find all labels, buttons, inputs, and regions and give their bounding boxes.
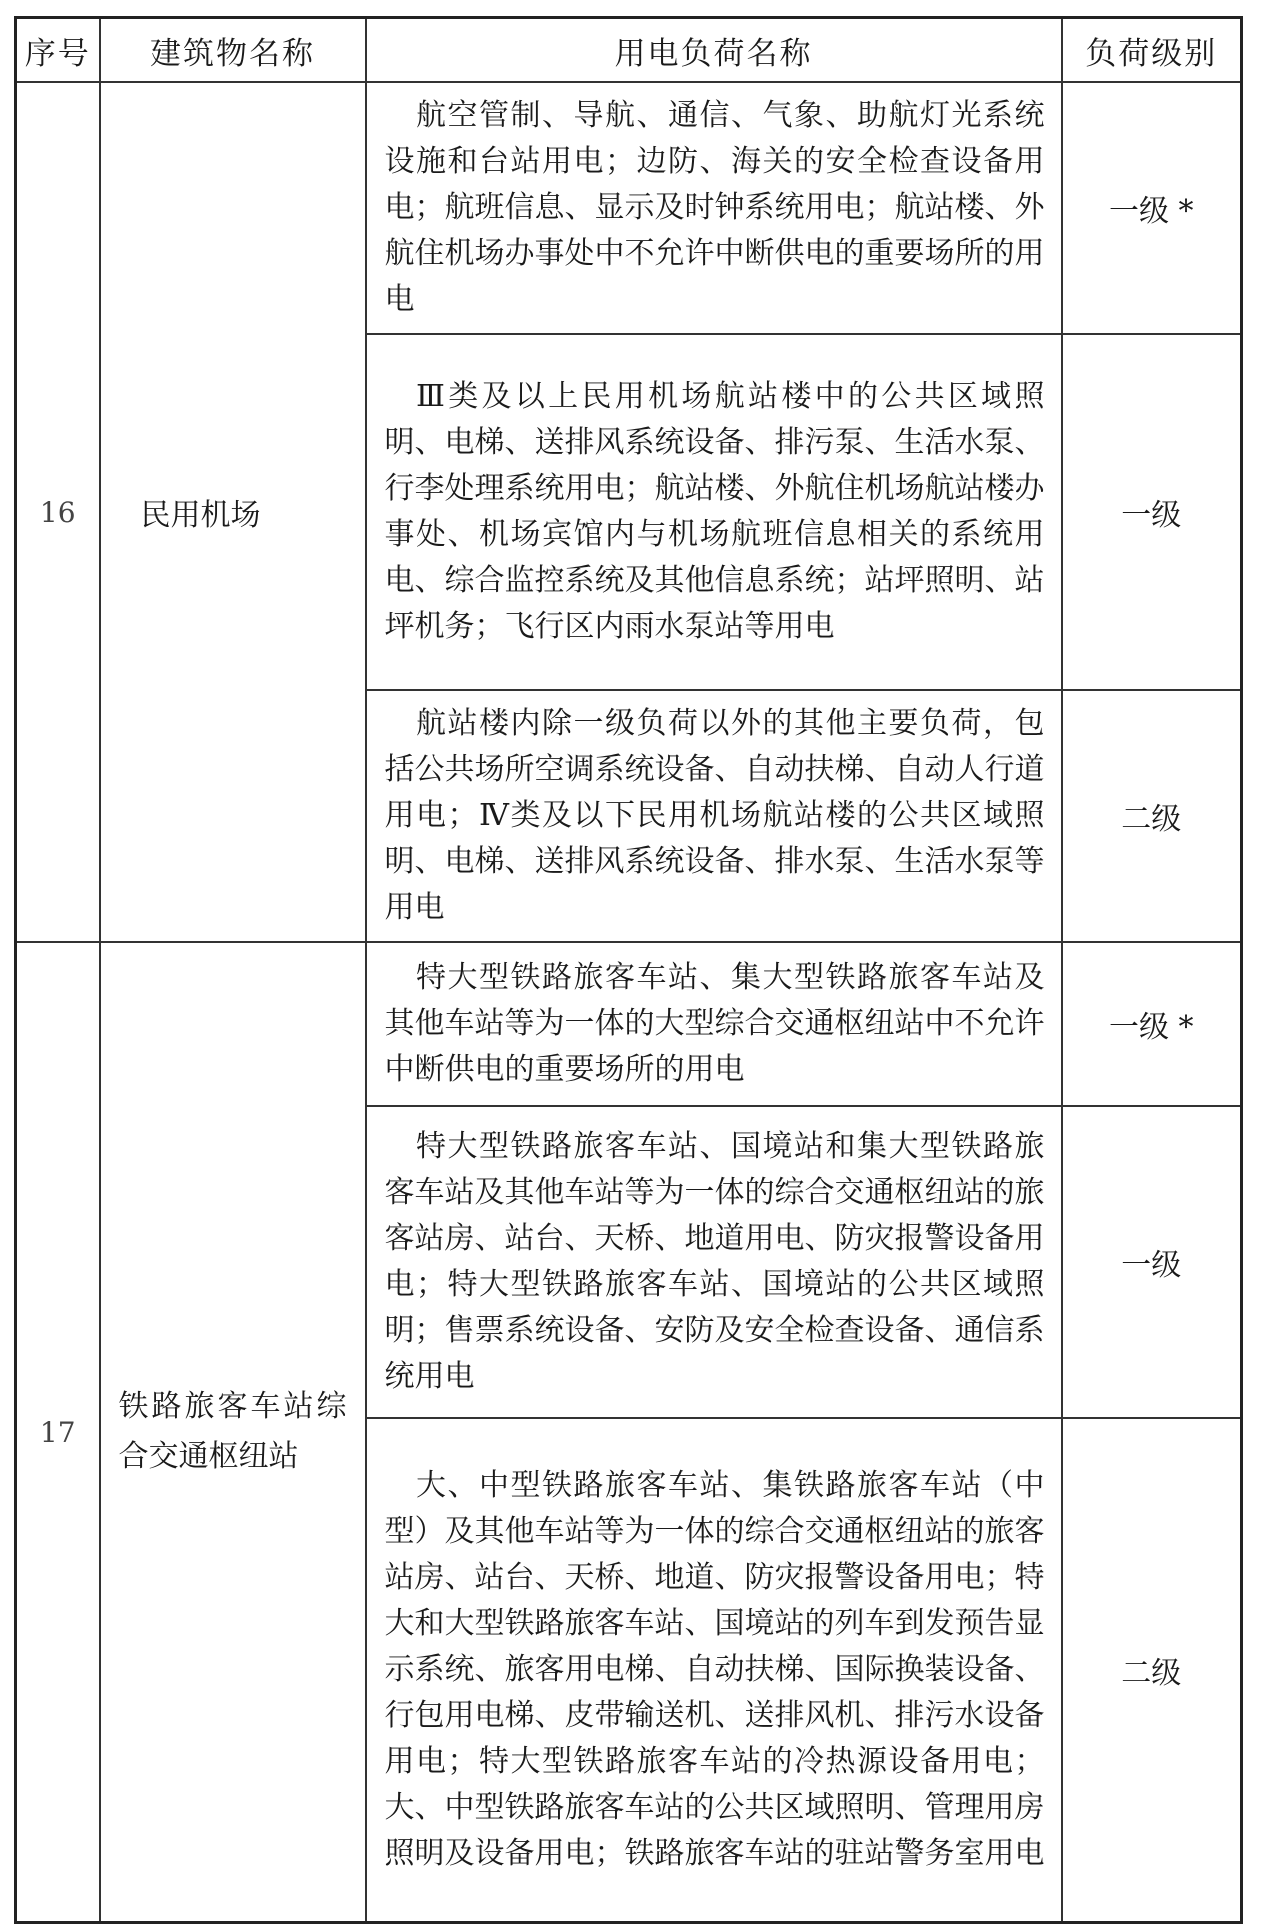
load-description-text: 大、中型铁路旅客车站、集铁路旅客车站（中型）及其他车站等为一体的综合交通枢纽站的旅客站房、站台、天桥、地道、防灾报警设备用电；特大和大型铁路旅客车站、国境站的列车到发预告显示系统、旅客用电梯、自动扶梯、国际换装设备、行包用电梯、皮带输送机、送排风机、排污水设备用电；特大型铁路旅客车站的冷热源设备用电；大、中型铁路旅客车站的公共区域照明、管理用房照明及设备用电；铁路旅客车站的驻站警务室用电 [384,1468,1045,1871]
table-row [16,82,1242,334]
load-level-cell: 二级 [1062,690,1242,942]
building-name-cell: 民用机场 [100,82,366,942]
table-header-row [16,18,1242,83]
load-level-table [14,16,1243,1924]
building-name-cell: 铁路旅客车站综合交通枢纽站 [100,942,366,1923]
load-level-cell: 二级 [1062,1418,1242,1923]
load-description-cell [366,690,1062,942]
load-level-cell: 一级 * [1062,942,1242,1106]
load-description-cell [366,1106,1062,1418]
table-row [16,942,1242,1106]
document-page [14,16,1240,1924]
load-description-text: 特大型铁路旅客车站、集大型铁路旅客车站及其他车站等为一体的大型综合交通枢纽站中不允许中断供电的重要场所的用电 [384,960,1045,1087]
header-load-level: 负荷级别 [1062,18,1242,83]
header-serial-no: 序号 [16,18,100,83]
load-level-cell: 一级 [1062,1106,1242,1418]
load-description-text: 航站楼内除一级负荷以外的其他主要负荷，包括公共场所空调系统设备、自动扶梯、自动人行道用电；Ⅳ类及以下民用机场航站楼的公共区域照明、电梯、送排风系统设备、排水泵、生活水泵等用电 [384,706,1045,925]
load-description-cell [366,82,1062,334]
serial-no-cell: 16 [16,82,100,942]
load-description-text: Ⅲ类及以上民用机场航站楼中的公共区域照明、电梯、送排风系统设备、排污泵、生活水泵、行李处理系统用电；航站楼、外航住机场航站楼办事处、机场宾馆内与机场航班信息相关的系统用电、综合监控系统及其他信息系统；站坪照明、站坪机务；飞行区内雨水泵站等用电 [384,379,1045,644]
load-description-cell [366,1418,1062,1923]
header-load-name: 用电负荷名称 [366,18,1062,83]
header-building-name: 建筑物名称 [100,18,366,83]
load-level-cell: 一级 [1062,334,1242,690]
load-description-cell [366,334,1062,690]
load-description-text: 航空管制、导航、通信、气象、助航灯光系统设施和台站用电；边防、海关的安全检查设备用电；航班信息、显示及时钟系统用电；航站楼、外航住机场办事处中不允许中断供电的重要场所的用电 [384,98,1045,317]
load-description-text: 特大型铁路旅客车站、国境站和集大型铁路旅客车站及其他车站等为一体的综合交通枢纽站的旅客站房、站台、天桥、地道用电、防灾报警设备用电；特大型铁路旅客车站、国境站的公共区域照明；售票系统设备、安防及安全检查设备、通信系统用电 [384,1129,1045,1394]
serial-no-cell: 17 [16,942,100,1923]
load-level-cell: 一级 * [1062,82,1242,334]
load-description-cell [366,942,1062,1106]
